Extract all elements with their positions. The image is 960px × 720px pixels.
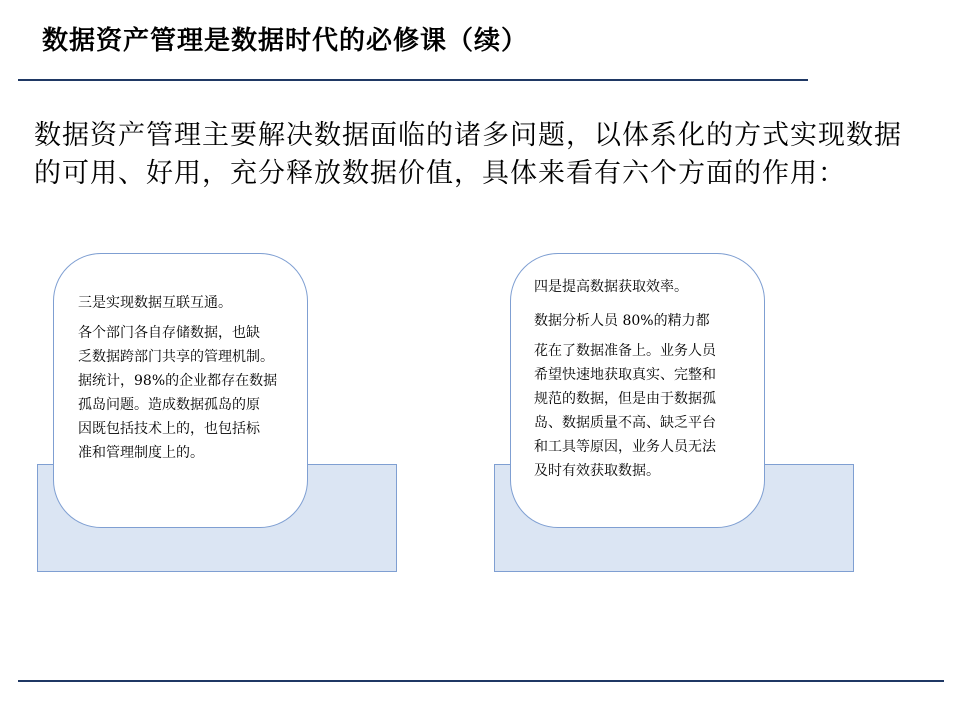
card-heading: 四是提高数据获取效率。 (534, 279, 688, 295)
card-text-line: 和工具等原因，业务人员无法 (534, 439, 716, 455)
card-text-line: 各个部门各自存储数据，也缺 (78, 325, 260, 341)
title-divider (18, 79, 808, 81)
card-text-line: 因既包括技术上的，也包括标 (78, 421, 260, 437)
card-data-interconnection (53, 253, 308, 528)
slide-title: 数据资产管理是数据时代的必修课（续） (42, 26, 529, 56)
card-text-line: 花在了数据准备上。业务人员 (534, 343, 716, 359)
card-text-line: 数据分析人员 80%的精力都 (534, 313, 710, 329)
card-text-line: 岛、数据质量不高、缺乏平台 (534, 415, 716, 431)
card-text-line: 准和管理制度上的。 (78, 445, 204, 461)
intro-paragraph (34, 117, 914, 193)
card-text-line: 孤岛问题。造成数据孤岛的原 (78, 397, 260, 413)
footer-divider (18, 680, 944, 682)
card-text-line: 据统计，98%的企业都存在数据 (78, 373, 278, 389)
card-text-line: 规范的数据，但是由于数据孤 (534, 391, 716, 407)
intro-line-2: 的可用、好用，充分释放数据价值，具体来看有六个方面的作用： (34, 158, 846, 189)
card-data-access-efficiency (510, 253, 765, 528)
card-heading: 三是实现数据互联互通。 (78, 295, 232, 311)
card-text-line: 及时有效获取数据。 (534, 463, 660, 479)
card-text-line: 乏数据跨部门共享的管理机制。 (78, 349, 274, 365)
card-text-line: 希望快速地获取真实、完整和 (534, 367, 716, 383)
intro-line-1: 数据资产管理主要解决数据面临的诸多问题，以体系化的方式实现数据 (34, 120, 902, 151)
